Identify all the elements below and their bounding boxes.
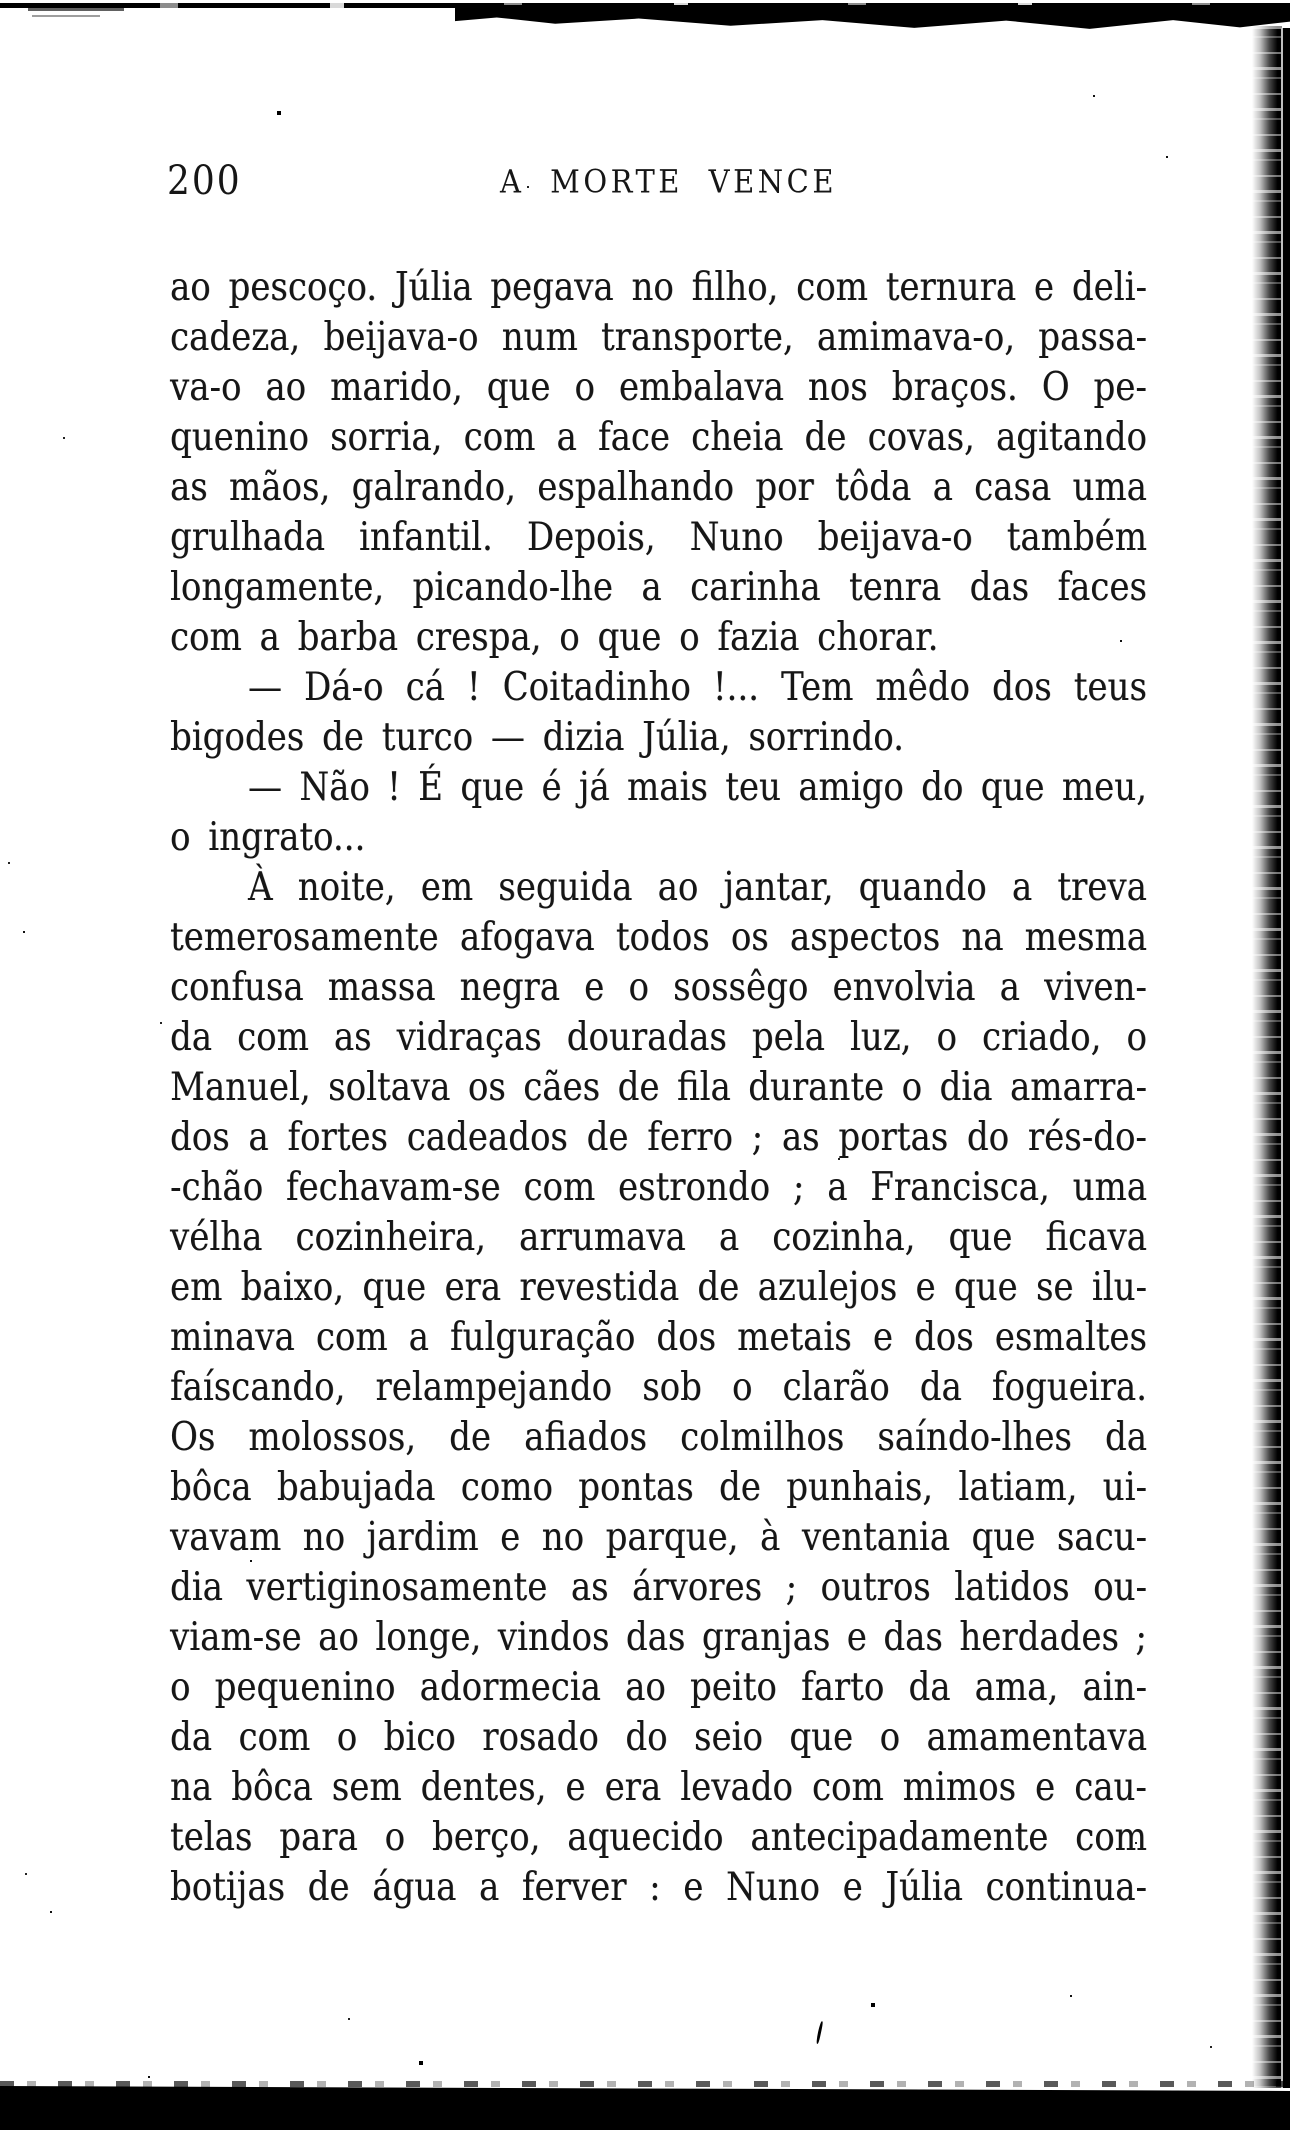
- word: das: [625, 1613, 686, 1661]
- word: que: [460, 763, 525, 811]
- word: beijava-o: [323, 313, 479, 361]
- word: dos: [992, 663, 1052, 711]
- word: fulguração: [450, 1313, 636, 1361]
- word: ;: [792, 1163, 805, 1211]
- word: douradas: [566, 1013, 727, 1061]
- word: ao: [625, 1663, 666, 1711]
- word: espalhando: [537, 463, 735, 511]
- word: na: [961, 913, 1004, 961]
- word: face: [597, 413, 671, 461]
- word: esmaltes: [994, 1313, 1147, 1361]
- word: tôda: [835, 463, 912, 511]
- word: como: [460, 1463, 553, 1511]
- word: do: [921, 763, 964, 811]
- word: é: [541, 763, 562, 811]
- word: todos: [615, 913, 710, 961]
- word: a: [479, 1863, 500, 1911]
- page-body: [170, 262, 1147, 1912]
- word: e: [1033, 263, 1055, 311]
- word: pontas: [578, 1463, 694, 1511]
- word: as: [781, 1113, 820, 1161]
- word: molossos,: [248, 1413, 417, 1461]
- word: antecipadamente: [750, 1813, 1049, 1861]
- word: massa: [327, 963, 436, 1011]
- word: teus: [1073, 663, 1147, 711]
- word: da: [908, 1663, 951, 1711]
- word: a: [718, 1213, 740, 1261]
- word: mesma: [1024, 913, 1147, 961]
- word: vélha: [170, 1213, 263, 1261]
- word: !: [387, 763, 401, 811]
- word: latiam,: [958, 1463, 1078, 1511]
- word: dia: [170, 1563, 223, 1611]
- word: faíscando,: [170, 1363, 346, 1411]
- word: o: [1126, 1013, 1147, 1061]
- word: se: [1035, 1263, 1074, 1311]
- word: baixo,: [240, 1263, 345, 1311]
- word: picando-lhe: [412, 563, 613, 611]
- word: longamente,: [170, 563, 385, 611]
- word: peito: [689, 1663, 777, 1711]
- word: rosado: [482, 1713, 599, 1761]
- word: -chão: [170, 1163, 264, 1211]
- scan-edge-top-band: [455, 5, 1290, 31]
- word: e: [584, 963, 605, 1011]
- word: granjas: [701, 1613, 831, 1661]
- word: aspectos: [789, 913, 941, 961]
- word: O: [1041, 363, 1070, 411]
- word: marido,: [330, 363, 463, 411]
- word: a: [556, 413, 577, 461]
- word: treva: [1057, 863, 1147, 911]
- word: À: [248, 863, 273, 911]
- word: deli-: [1071, 263, 1147, 311]
- word: Não: [299, 763, 370, 811]
- word: uma: [1072, 1163, 1147, 1211]
- word: era: [444, 1263, 502, 1311]
- word: por: [755, 463, 814, 511]
- word: Coitadinho: [502, 663, 691, 711]
- word: ou-: [1093, 1563, 1147, 1611]
- page-number: 200: [167, 158, 242, 204]
- word: filho,: [691, 263, 779, 311]
- word: Manuel,: [170, 1063, 311, 1111]
- word: envolvia: [832, 963, 976, 1011]
- word: que: [948, 1213, 1013, 1261]
- word: à: [760, 1513, 781, 1561]
- word: metais: [737, 1313, 852, 1361]
- word: carinha: [690, 563, 821, 611]
- word: vavam: [170, 1513, 282, 1561]
- word: ao: [170, 263, 211, 311]
- word: afogava: [459, 913, 595, 961]
- word: dos: [656, 1313, 717, 1361]
- word: ao: [265, 363, 307, 411]
- word: Júlia: [885, 1863, 963, 1911]
- word: levado: [680, 1763, 793, 1811]
- word: as: [570, 1563, 609, 1611]
- word: tenra: [848, 563, 942, 611]
- running-title: A MORTE VENCE: [500, 163, 838, 201]
- word: a: [932, 463, 953, 511]
- word: ferver: [521, 1863, 627, 1911]
- word: o: [628, 963, 649, 1011]
- word: Dá-o: [304, 663, 384, 711]
- word: cozinheira,: [295, 1213, 486, 1261]
- word: e: [500, 1513, 521, 1561]
- word: cães: [523, 1063, 601, 1111]
- scan-noise-speckles: [0, 0, 2, 2]
- word: telas: [170, 1813, 253, 1861]
- word: casa: [974, 463, 1052, 511]
- word: —: [248, 663, 282, 711]
- word: ;: [785, 1563, 798, 1611]
- word: e: [872, 1313, 893, 1361]
- word: jardim: [366, 1513, 479, 1561]
- word: o: [384, 1813, 406, 1861]
- word: com: [238, 1713, 311, 1761]
- word: Francisca,: [870, 1163, 1050, 1211]
- word: com: [811, 1763, 884, 1811]
- word: !: [466, 663, 481, 711]
- word: saíndo-lhes: [877, 1413, 1072, 1461]
- word: pequenino: [214, 1663, 396, 1711]
- word: grulhada: [170, 513, 325, 561]
- text-line: bigodes de turco — dizia Júlia, sorrindo.: [170, 713, 904, 761]
- word: que: [980, 763, 1045, 811]
- word: o: [936, 1013, 957, 1061]
- word: revestida: [519, 1263, 680, 1311]
- word: de: [449, 1413, 492, 1461]
- word: ;: [1135, 1613, 1147, 1661]
- word: infantil.: [359, 513, 493, 561]
- word: pe-: [1093, 363, 1147, 411]
- word: viven-: [1044, 963, 1147, 1011]
- word: !...: [712, 663, 759, 711]
- word: faces: [1057, 563, 1147, 611]
- word: rés-do-: [1027, 1113, 1147, 1161]
- word: latidos: [954, 1563, 1070, 1611]
- word: com: [463, 413, 536, 461]
- word: em: [420, 863, 474, 911]
- word: da: [919, 1363, 962, 1411]
- word: fila: [676, 1063, 731, 1111]
- word: vidraças: [396, 1013, 542, 1061]
- word: Nuno: [725, 1863, 820, 1911]
- word: agitando: [996, 413, 1147, 461]
- word: minava: [170, 1313, 295, 1361]
- word: que: [362, 1263, 427, 1311]
- word: ao: [657, 863, 699, 911]
- word: amimava-o,: [816, 313, 1016, 361]
- word: vindos: [497, 1613, 610, 1661]
- word: o: [170, 1663, 191, 1711]
- word: que: [953, 1263, 1018, 1311]
- word: ventania: [801, 1513, 951, 1561]
- word: e: [1035, 1763, 1056, 1811]
- word: das: [883, 1613, 943, 1661]
- word: de: [586, 1113, 629, 1161]
- word: luz,: [849, 1013, 912, 1061]
- word: já: [578, 763, 610, 811]
- word: do: [625, 1713, 668, 1761]
- word: que: [971, 1513, 1036, 1561]
- word: da: [1104, 1413, 1147, 1461]
- word: quando: [858, 863, 987, 911]
- word: com: [315, 1313, 388, 1361]
- word: ilu-: [1091, 1263, 1147, 1311]
- word: cadeza,: [170, 313, 301, 361]
- word: a: [999, 963, 1020, 1011]
- word: sob: [642, 1363, 702, 1411]
- scan-mark-dash: [32, 15, 100, 17]
- word: cá: [405, 663, 445, 711]
- word: jantar,: [723, 863, 834, 911]
- word: —: [248, 763, 282, 811]
- word: punhais,: [786, 1463, 934, 1511]
- word: Júlia: [394, 263, 473, 311]
- word: fechavam-se: [285, 1163, 501, 1211]
- word: cau-: [1074, 1763, 1147, 1811]
- word: e: [915, 1263, 936, 1311]
- word: ferro: [647, 1113, 733, 1161]
- word: meu,: [1061, 763, 1147, 811]
- word: afiados: [524, 1413, 647, 1461]
- word: de: [617, 1063, 660, 1111]
- word: va-o: [170, 363, 242, 411]
- word: em: [170, 1263, 223, 1311]
- word: sorria,: [330, 413, 443, 461]
- word: os: [730, 913, 769, 961]
- word: as: [170, 463, 208, 511]
- word: durante: [748, 1063, 885, 1111]
- word: de: [804, 413, 847, 461]
- word: portas: [838, 1113, 949, 1161]
- word: as: [333, 1013, 372, 1061]
- word: ui-: [1102, 1463, 1147, 1511]
- word: Tem: [780, 663, 854, 711]
- word: mêdo: [875, 663, 971, 711]
- word: braços.: [891, 363, 1018, 411]
- word: também: [1006, 513, 1147, 561]
- word: botijas: [170, 1863, 286, 1911]
- word: bôca: [170, 1463, 252, 1511]
- word: colmilhos: [680, 1413, 845, 1461]
- word: o: [879, 1713, 901, 1761]
- word: amarra-: [1009, 1063, 1147, 1111]
- word: uma: [1072, 463, 1147, 511]
- word: noite,: [297, 863, 396, 911]
- word: arrumava: [519, 1213, 686, 1261]
- word: a: [641, 563, 662, 611]
- scan-mark-dash: [28, 8, 124, 11]
- word: cheia: [691, 413, 784, 461]
- word: da: [170, 1713, 213, 1761]
- word: e: [842, 1863, 863, 1911]
- word: mais: [627, 763, 708, 811]
- word: no: [541, 1513, 585, 1561]
- word: pegava: [490, 263, 614, 311]
- word: herdades: [959, 1613, 1119, 1661]
- scan-edge-right-band: [1252, 26, 1282, 2088]
- word: ao: [318, 1613, 359, 1661]
- word: galrando,: [351, 463, 516, 511]
- word: farto: [801, 1663, 885, 1711]
- word: e: [565, 1763, 586, 1811]
- word: seio: [694, 1713, 763, 1761]
- word: pescoço.: [228, 263, 378, 311]
- word: confusa: [170, 963, 304, 1011]
- text-line: com a barba crespa, o que o fazia chorar.: [170, 613, 939, 661]
- word: sem: [331, 1763, 402, 1811]
- word: É: [418, 763, 443, 811]
- text-line: o ingrato...: [170, 813, 366, 861]
- word: com: [237, 1013, 309, 1061]
- word: de: [697, 1263, 740, 1311]
- word: babujada: [276, 1463, 436, 1511]
- word: a: [1011, 863, 1033, 911]
- word: que: [486, 363, 551, 411]
- word: árvores: [632, 1563, 763, 1611]
- word: clarão: [782, 1363, 890, 1411]
- word: os: [467, 1063, 506, 1111]
- word: passa-: [1038, 313, 1147, 361]
- word: dos: [914, 1313, 974, 1361]
- word: o: [731, 1363, 753, 1411]
- word: teu: [725, 763, 781, 811]
- word: outros: [820, 1563, 931, 1611]
- word: no: [631, 263, 674, 311]
- word: era: [604, 1763, 662, 1811]
- word: embalava: [618, 363, 784, 411]
- word: que: [789, 1713, 854, 1761]
- word: mãos,: [229, 463, 331, 511]
- word: e: [846, 1613, 867, 1661]
- word: o: [574, 363, 595, 411]
- word: de: [719, 1463, 761, 1511]
- word: num: [501, 313, 578, 361]
- word: parque,: [605, 1513, 739, 1561]
- word: transporte,: [601, 313, 794, 361]
- word: com: [523, 1163, 596, 1211]
- word: ficava: [1045, 1213, 1147, 1261]
- word: continua-: [985, 1863, 1147, 1911]
- word: no: [302, 1513, 346, 1561]
- word: ternura: [885, 263, 1017, 311]
- word: dentes,: [420, 1763, 547, 1811]
- word: da: [170, 1013, 213, 1061]
- word: azulejos: [757, 1263, 898, 1311]
- word: das: [969, 563, 1030, 611]
- word: o: [901, 1063, 923, 1111]
- word: fortes: [287, 1113, 388, 1161]
- word: sossêgo: [673, 963, 809, 1011]
- word: para: [279, 1813, 358, 1861]
- word: viam-se: [170, 1613, 302, 1661]
- word: ama,: [974, 1663, 1059, 1711]
- word: fogueira.: [991, 1363, 1147, 1411]
- word: estrondo: [618, 1163, 771, 1211]
- word: criado,: [981, 1013, 1102, 1061]
- word: com: [796, 263, 868, 311]
- word: a: [248, 1113, 269, 1161]
- word: cadeados: [406, 1113, 568, 1161]
- word: covas,: [867, 413, 975, 461]
- scan-edge-right-line: [1281, 28, 1290, 2088]
- word: vertiginosamente: [246, 1563, 548, 1611]
- word: ;: [751, 1113, 764, 1161]
- word: aquecido: [567, 1813, 724, 1861]
- word: amigo: [798, 763, 904, 811]
- word: do: [966, 1113, 1010, 1161]
- word: Os: [170, 1413, 216, 1461]
- word: temerosamente: [170, 913, 439, 961]
- word: soltava: [328, 1063, 451, 1111]
- word: de: [307, 1863, 350, 1911]
- word: nos: [807, 363, 868, 411]
- word: bico: [383, 1713, 456, 1761]
- word: :: [649, 1863, 661, 1911]
- word: bôca: [231, 1763, 313, 1811]
- word: seguida: [498, 863, 633, 911]
- word: beijava-o: [817, 513, 973, 561]
- word: amamentava: [926, 1713, 1147, 1761]
- word: negra: [459, 963, 560, 1011]
- scan-noise-slash: [816, 2021, 824, 2044]
- word: pela: [751, 1013, 825, 1061]
- text-line: [170, 1858, 1147, 1916]
- word: Depois,: [526, 513, 656, 561]
- word: quenino: [170, 413, 309, 461]
- word: água: [372, 1863, 457, 1911]
- word: a: [408, 1313, 429, 1361]
- word: a: [827, 1163, 848, 1211]
- word: sacu-: [1056, 1513, 1147, 1561]
- word: mimos: [902, 1763, 1017, 1811]
- word: na: [170, 1763, 213, 1811]
- word: Nuno: [689, 513, 784, 561]
- word: o: [336, 1713, 358, 1761]
- word: longe,: [375, 1613, 482, 1661]
- word: berço,: [431, 1813, 541, 1861]
- word: e: [683, 1863, 704, 1911]
- word: relampejando: [375, 1363, 613, 1411]
- word: dia: [939, 1063, 993, 1111]
- word: adormecia: [419, 1663, 601, 1711]
- word: cozinha,: [772, 1213, 916, 1261]
- word: com: [1075, 1813, 1147, 1861]
- scan-edge-bottom-band: [0, 2086, 1290, 2130]
- word: ain-: [1082, 1663, 1147, 1711]
- word: dos: [170, 1113, 230, 1161]
